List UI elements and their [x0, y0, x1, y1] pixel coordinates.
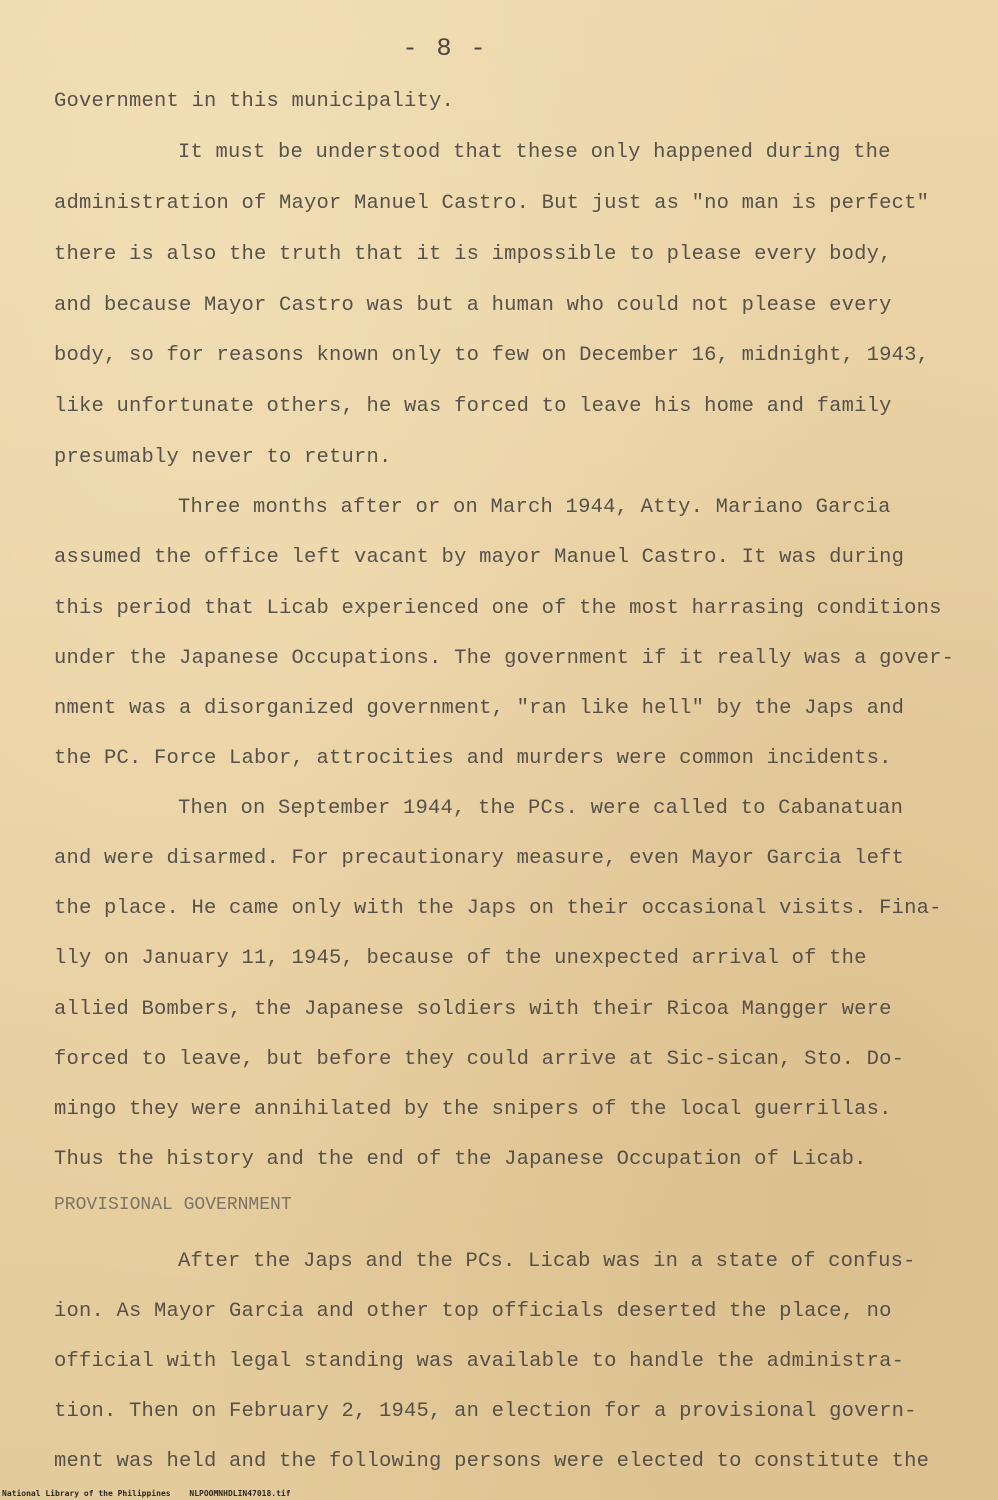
text-line: presumably never to return.: [54, 446, 392, 469]
text-line: administration of Mayor Manuel Castro. But just as "no man is perfect": [54, 192, 930, 215]
text-line: under the Japanese Occupations. The government if it really was a gover-: [54, 647, 955, 670]
text-line: Then on September 1944, the PCs. were called to Cabanatuan: [178, 797, 904, 820]
text-line: nment was a disorganized government, "ran like hell" by the Japs and: [54, 697, 905, 720]
text-line: like unfortunate others, he was forced to leave his home and family: [54, 395, 892, 418]
text-line: lly on January 11, 1945, because of the unexpected arrival of the: [54, 947, 867, 970]
text-line: body, so for reasons known only to few on December 16, midnight, 1943,: [54, 344, 930, 367]
text-line: the PC. Force Labor, attrocities and murders were common incidents.: [54, 747, 892, 770]
text-line: official with legal standing was available to handle the administra-: [54, 1350, 905, 1373]
text-line: mingo they were annihilated by the snipers of the local guerrillas.: [54, 1098, 892, 1121]
text-line: and were disarmed. For precautionary measure, even Mayor Garcia left: [54, 847, 905, 870]
text-line: tion. Then on February 2, 1945, an election for a provisional govern-: [54, 1400, 917, 1423]
scan-footer: [2, 1489, 305, 1498]
text-line: forced to leave, but before they could arrive at Sic-sican, Sto. Do-: [54, 1048, 905, 1071]
text-line: there is also the truth that it is impossible to please every body,: [54, 243, 892, 266]
text-line: the place. He came only with the Japs on their occasional visits. Fina-: [54, 897, 942, 920]
text-line: After the Japs and the PCs. Licab was in a state of confus-: [178, 1250, 916, 1273]
text-line: ion. As Mayor Garcia and other top officials deserted the place, no: [54, 1300, 892, 1323]
text-line: assumed the office left vacant by mayor Manuel Castro. It was during: [54, 546, 905, 569]
text-line: Thus the history and the end of the Japanese Occupation of Licab.: [54, 1148, 867, 1171]
text-line: and because Mayor Castro was but a human who could not please every: [54, 294, 892, 317]
page-number: - 8 -: [402, 34, 488, 63]
section-heading: PROVISIONAL GOVERNMENT: [54, 1195, 292, 1215]
footer-library: National Library of the Philippines: [2, 1489, 171, 1498]
text-line: Government in this municipality.: [54, 90, 455, 113]
text-line: ment was held and the following persons were elected to constitute the: [54, 1450, 930, 1473]
text-line: this period that Licab experienced one of the most harrasing conditions: [54, 597, 942, 620]
text-line: Three months after or on March 1944, Atty. Mariano Garcia: [178, 496, 891, 519]
text-line: allied Bombers, the Japanese soldiers with their Ricoa Mangger were: [54, 998, 892, 1021]
text-line: It must be understood that these only happened during the: [178, 141, 891, 164]
footer-file-id: NLPOOMNHDLIN47018.tif: [189, 1489, 291, 1498]
